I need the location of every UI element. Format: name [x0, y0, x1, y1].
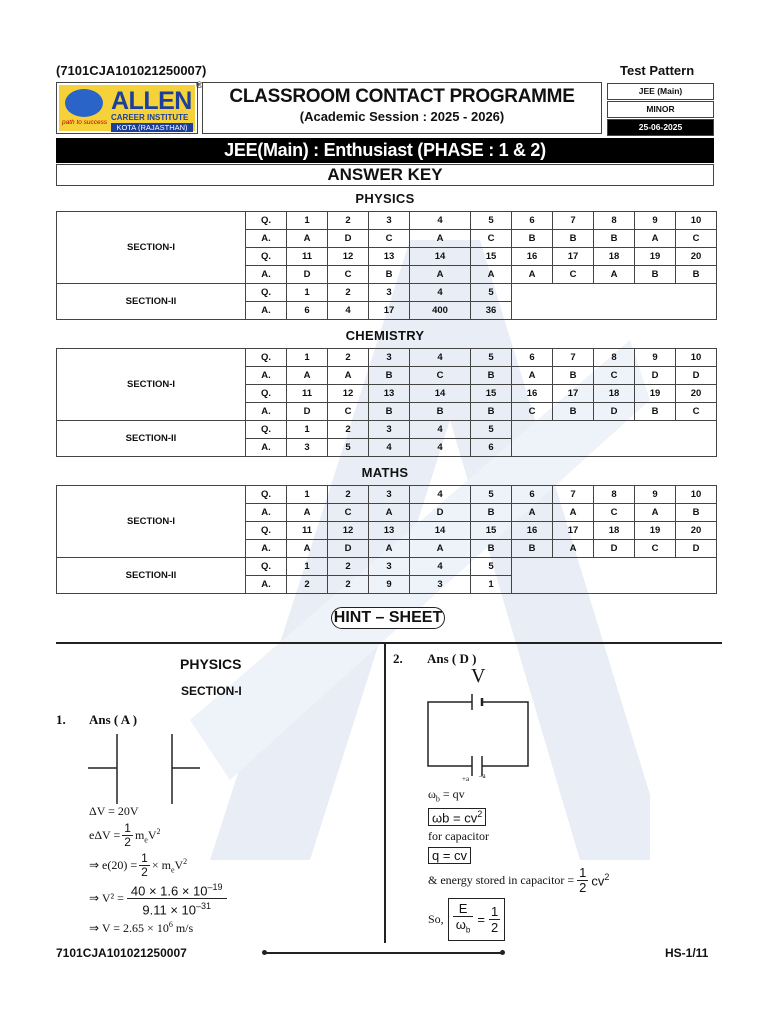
- table-cell: A: [410, 266, 471, 284]
- table-cell: B: [369, 367, 410, 385]
- empty-cell: [512, 284, 717, 320]
- q1-line5: ⇒ $V = 2.65 \times 10^6$ m/s: [89, 920, 194, 935]
- hint-sheet-title: HINT – SHEET: [331, 607, 445, 629]
- table-cell: 13: [369, 248, 410, 266]
- test-level: MINOR: [607, 101, 714, 118]
- table-cell: C: [328, 504, 369, 522]
- subject-heading: PHYSICS: [355, 191, 415, 206]
- q2-line1: $\omega_b$ = qv: [428, 787, 465, 804]
- section-label: SECTION-I: [57, 212, 246, 284]
- table-cell: C: [676, 403, 717, 421]
- table-cell: 1: [287, 421, 328, 439]
- table-cell: A: [287, 230, 328, 248]
- test-info-box: [607, 83, 714, 137]
- table-cell: 400: [410, 302, 471, 320]
- table-cell: 3: [369, 486, 410, 504]
- q1-line4-num: $40 \times 1.6 \times 10^{-19}$: [127, 880, 227, 899]
- q1-number: 1.: [56, 712, 66, 727]
- table-cell: 15: [471, 248, 512, 266]
- q2-line5-num: 1: [579, 865, 587, 880]
- table-cell: 19: [635, 522, 676, 540]
- table-cell: 7: [553, 349, 594, 367]
- table-cell: B: [553, 367, 594, 385]
- table-row: [57, 558, 717, 576]
- q1-line4-fraction: [127, 880, 227, 918]
- q2-line5-fraction: [577, 866, 588, 895]
- q2-line6-so: So,: [428, 911, 444, 926]
- test-date: 25-06-2025: [607, 119, 714, 136]
- logo-location: KOTA (RAJASTHAN): [111, 123, 193, 132]
- q2-line6-lfrac: $\frac{E}{\omega_b}$: [453, 901, 474, 938]
- row-label: Q.: [246, 522, 287, 540]
- table-cell: C: [594, 367, 635, 385]
- table-cell: C: [512, 403, 553, 421]
- table-cell: D: [594, 540, 635, 558]
- row-label: A.: [246, 266, 287, 284]
- table-cell: 36: [471, 302, 512, 320]
- table-cell: A: [553, 540, 594, 558]
- q1-line2-rhs: $m_eV^2$: [134, 826, 161, 845]
- table-cell: 12: [328, 248, 369, 266]
- table-cell: 3: [410, 576, 471, 594]
- table-cell: 18: [594, 248, 635, 266]
- table-cell: 17: [553, 385, 594, 403]
- hint-section: SECTION-I: [181, 684, 242, 698]
- table-cell: A: [635, 504, 676, 522]
- q1-answer: Ans ( A ): [89, 712, 138, 727]
- table-cell: C: [553, 266, 594, 284]
- q2-answer: Ans ( D ): [427, 651, 477, 666]
- table-cell: 10: [676, 212, 717, 230]
- table-cell: D: [328, 230, 369, 248]
- table-cell: 11: [287, 248, 328, 266]
- table-cell: B: [512, 230, 553, 248]
- q2-line4: q = cv: [428, 847, 471, 864]
- programme-box: [202, 82, 602, 134]
- table-cell: 15: [471, 385, 512, 403]
- table-cell: 2: [328, 349, 369, 367]
- table-cell: D: [594, 403, 635, 421]
- table-cell: 14: [410, 385, 471, 403]
- table-cell: B: [635, 266, 676, 284]
- row-label: A.: [246, 576, 287, 594]
- empty-cell: [512, 421, 717, 457]
- table-cell: 3: [369, 284, 410, 302]
- footer-page: HS-1/11: [665, 946, 709, 960]
- table-cell: C: [410, 367, 471, 385]
- table-cell: C: [328, 403, 369, 421]
- q2-line6-rfrac: $\frac{1}{2}$: [490, 903, 499, 935]
- q2-plate-plus: +a: [462, 775, 470, 783]
- table-cell: 10: [676, 349, 717, 367]
- hint-subject: PHYSICS: [180, 656, 242, 672]
- table-cell: 1: [287, 349, 328, 367]
- q1-line3-rhs: × $m_eV^2$: [151, 856, 188, 875]
- q1-line2-lhs: eΔV =: [89, 828, 121, 842]
- table-cell: 3: [369, 212, 410, 230]
- table-cell: 17: [553, 522, 594, 540]
- table-cell: D: [676, 540, 717, 558]
- section-label: SECTION-I: [57, 349, 246, 421]
- q2-number: 2.: [393, 651, 403, 666]
- answer-key-table: [56, 348, 717, 457]
- logo-tagline: path to success: [62, 119, 108, 126]
- q2-line3: for capacitor: [428, 829, 489, 843]
- table-cell: B: [369, 403, 410, 421]
- table-cell: 3: [369, 558, 410, 576]
- table-cell: 1: [287, 486, 328, 504]
- table-cell: A: [287, 367, 328, 385]
- table-cell: 10: [676, 486, 717, 504]
- course-banner: JEE(Main) : Enthusiast (PHASE : 1 & 2): [56, 138, 714, 163]
- q1-line3-fraction: [139, 852, 150, 879]
- q2-line6-box: $\frac{E}{\omega_b}$ = $\frac{1}{2}$: [448, 898, 506, 941]
- table-row: [57, 284, 717, 302]
- q1-line1: ΔV = 20V: [89, 804, 139, 818]
- section-label: SECTION-II: [57, 421, 246, 457]
- table-cell: B: [410, 403, 471, 421]
- empty-cell: [512, 558, 717, 594]
- test-pattern: JEE (Main): [607, 83, 714, 100]
- table-cell: 4: [410, 439, 471, 457]
- table-cell: 6: [512, 486, 553, 504]
- q1-line4: [89, 880, 227, 918]
- table-cell: 20: [676, 385, 717, 403]
- table-cell: 6: [512, 349, 553, 367]
- q2-line2: $\omega b = cv^2$: [428, 808, 486, 826]
- table-cell: 16: [512, 385, 553, 403]
- table-cell: 19: [635, 248, 676, 266]
- subject-heading: MATHS: [361, 465, 409, 480]
- table-cell: 9: [635, 349, 676, 367]
- table-cell: 7: [553, 212, 594, 230]
- table-cell: 9: [635, 486, 676, 504]
- table-row: [57, 421, 717, 439]
- table-cell: 18: [594, 522, 635, 540]
- row-label: Q.: [246, 421, 287, 439]
- paper-code: (7101CJA101021250007): [56, 63, 207, 78]
- table-cell: 18: [594, 385, 635, 403]
- row-label: A.: [246, 302, 287, 320]
- table-cell: A: [369, 504, 410, 522]
- table-cell: 5: [471, 212, 512, 230]
- table-cell: A: [328, 367, 369, 385]
- table-cell: C: [635, 540, 676, 558]
- table-cell: 5: [471, 558, 512, 576]
- table-cell: A: [471, 266, 512, 284]
- table-cell: B: [471, 367, 512, 385]
- table-cell: 16: [512, 248, 553, 266]
- row-label: A.: [246, 540, 287, 558]
- table-cell: 2: [328, 421, 369, 439]
- row-label: Q.: [246, 248, 287, 266]
- table-cell: A: [410, 540, 471, 558]
- subject-heading: CHEMISTRY: [345, 328, 425, 343]
- section-label: SECTION-II: [57, 284, 246, 320]
- table-cell: D: [410, 504, 471, 522]
- q2-line5: [428, 866, 609, 895]
- section-label: SECTION-I: [57, 486, 246, 558]
- table-cell: 1: [471, 576, 512, 594]
- q1-plates-figure: [88, 730, 200, 806]
- divider-horizontal: [56, 642, 722, 644]
- table-cell: 9: [635, 212, 676, 230]
- q1-line2-den: 2: [124, 835, 131, 849]
- table-cell: 5: [471, 284, 512, 302]
- table-cell: A: [287, 540, 328, 558]
- allen-logo: [56, 82, 198, 134]
- table-cell: 6: [287, 302, 328, 320]
- row-label: A.: [246, 403, 287, 421]
- table-cell: 3: [369, 349, 410, 367]
- table-cell: A: [594, 266, 635, 284]
- table-cell: 2: [328, 486, 369, 504]
- answer-key-title: ANSWER KEY: [56, 164, 714, 186]
- programme-title: CLASSROOM CONTACT PROGRAMME: [229, 86, 575, 107]
- q1-line3-num: 1: [141, 851, 148, 865]
- table-cell: D: [676, 367, 717, 385]
- table-cell: 4: [410, 558, 471, 576]
- table-cell: D: [328, 540, 369, 558]
- table-cell: 5: [471, 421, 512, 439]
- table-cell: 9: [369, 576, 410, 594]
- logo-subtitle: CAREER INSTITUTE: [111, 113, 189, 122]
- table-cell: A: [512, 504, 553, 522]
- table-cell: D: [287, 403, 328, 421]
- logo-brand: ALLEN: [111, 87, 192, 115]
- row-label: Q.: [246, 284, 287, 302]
- table-cell: 5: [328, 439, 369, 457]
- table-cell: 2: [328, 558, 369, 576]
- table-cell: B: [471, 540, 512, 558]
- table-cell: 3: [369, 421, 410, 439]
- row-label: A.: [246, 230, 287, 248]
- table-row: [57, 486, 717, 504]
- q2-circuit-figure: [425, 690, 531, 780]
- table-cell: 13: [369, 522, 410, 540]
- table-cell: 6: [512, 212, 553, 230]
- table-cell: 14: [410, 522, 471, 540]
- table-cell: D: [287, 266, 328, 284]
- table-cell: 8: [594, 486, 635, 504]
- q2-voltage-label: V: [471, 665, 486, 687]
- q1-line2: [89, 822, 161, 849]
- table-cell: 11: [287, 522, 328, 540]
- table-cell: A: [369, 540, 410, 558]
- row-label: Q.: [246, 558, 287, 576]
- table-cell: A: [512, 266, 553, 284]
- table-cell: 2: [287, 576, 328, 594]
- footer-dot-right: [500, 950, 505, 955]
- row-label: Q.: [246, 349, 287, 367]
- table-cell: A: [635, 230, 676, 248]
- table-cell: 2: [328, 212, 369, 230]
- table-cell: 4: [410, 486, 471, 504]
- row-label: A.: [246, 439, 287, 457]
- row-label: A.: [246, 504, 287, 522]
- table-cell: C: [676, 230, 717, 248]
- table-cell: 1: [287, 212, 328, 230]
- table-cell: 14: [410, 248, 471, 266]
- table-cell: 11: [287, 385, 328, 403]
- table-cell: 8: [594, 212, 635, 230]
- table-cell: 5: [471, 486, 512, 504]
- q2-line6: [428, 898, 505, 941]
- registered-mark: ®: [196, 80, 203, 90]
- table-cell: B: [512, 540, 553, 558]
- table-cell: 4: [410, 421, 471, 439]
- table-cell: B: [676, 266, 717, 284]
- table-cell: B: [676, 504, 717, 522]
- q1-line2-num: 1: [124, 821, 131, 835]
- table-cell: C: [594, 504, 635, 522]
- table-cell: 7: [553, 486, 594, 504]
- table-cell: 4: [369, 439, 410, 457]
- divider-vertical: [384, 643, 386, 943]
- table-cell: 12: [328, 385, 369, 403]
- table-cell: 19: [635, 385, 676, 403]
- q1-line2-fraction: [122, 822, 133, 849]
- table-cell: 2: [328, 576, 369, 594]
- table-cell: B: [471, 504, 512, 522]
- footer-dot-left: [262, 950, 267, 955]
- table-cell: B: [553, 230, 594, 248]
- test-pattern-label: Test Pattern: [620, 63, 695, 78]
- q2-line5-rhs: $cv^2$: [591, 872, 610, 889]
- table-row: [57, 212, 717, 230]
- table-cell: 6: [471, 439, 512, 457]
- table-cell: A: [287, 504, 328, 522]
- row-label: Q.: [246, 385, 287, 403]
- row-label: Q.: [246, 212, 287, 230]
- table-cell: B: [553, 403, 594, 421]
- table-cell: 3: [287, 439, 328, 457]
- table-cell: 4: [410, 212, 471, 230]
- q1-line4-den: $9.11 \times 10^{-31}$: [142, 901, 212, 918]
- table-cell: A: [553, 504, 594, 522]
- row-label: Q.: [246, 486, 287, 504]
- q1-line4-lhs: ⇒ V² =: [89, 891, 124, 906]
- academic-session: (Academic Session : 2025 - 2026): [299, 109, 505, 124]
- table-cell: 15: [471, 522, 512, 540]
- table-cell: B: [369, 266, 410, 284]
- table-cell: C: [328, 266, 369, 284]
- table-cell: 1: [287, 558, 328, 576]
- allen-emblem-icon: [65, 89, 103, 117]
- table-cell: 1: [287, 284, 328, 302]
- table-cell: B: [594, 230, 635, 248]
- q1-line3-lhs: ⇒ e(20) =: [89, 858, 138, 872]
- table-cell: B: [471, 403, 512, 421]
- table-cell: 4: [328, 302, 369, 320]
- section-label: SECTION-II: [57, 558, 246, 594]
- answer-key-table: [56, 485, 717, 594]
- q1-line3-den: 2: [141, 865, 148, 879]
- footer-code: 7101CJA101021250007: [56, 946, 187, 960]
- table-row: [57, 349, 717, 367]
- table-cell: 4: [410, 284, 471, 302]
- row-label: A.: [246, 367, 287, 385]
- q2-line5-den: 2: [579, 880, 587, 895]
- table-cell: 8: [594, 349, 635, 367]
- table-cell: A: [512, 367, 553, 385]
- table-cell: C: [471, 230, 512, 248]
- q1-line3: [89, 852, 187, 879]
- table-cell: 2: [328, 284, 369, 302]
- table-cell: B: [635, 403, 676, 421]
- table-cell: 4: [410, 349, 471, 367]
- table-cell: 17: [553, 248, 594, 266]
- table-cell: D: [635, 367, 676, 385]
- table-cell: 5: [471, 349, 512, 367]
- q2-line5-lhs: & energy stored in capacitor =: [428, 873, 575, 887]
- q2-plate-minus: –a: [479, 772, 486, 780]
- answer-key-table: [56, 211, 717, 320]
- table-cell: C: [369, 230, 410, 248]
- footer-line: [265, 952, 502, 954]
- table-cell: 13: [369, 385, 410, 403]
- table-cell: 16: [512, 522, 553, 540]
- table-cell: 20: [676, 248, 717, 266]
- table-cell: A: [410, 230, 471, 248]
- table-cell: 12: [328, 522, 369, 540]
- table-cell: 17: [369, 302, 410, 320]
- table-cell: 20: [676, 522, 717, 540]
